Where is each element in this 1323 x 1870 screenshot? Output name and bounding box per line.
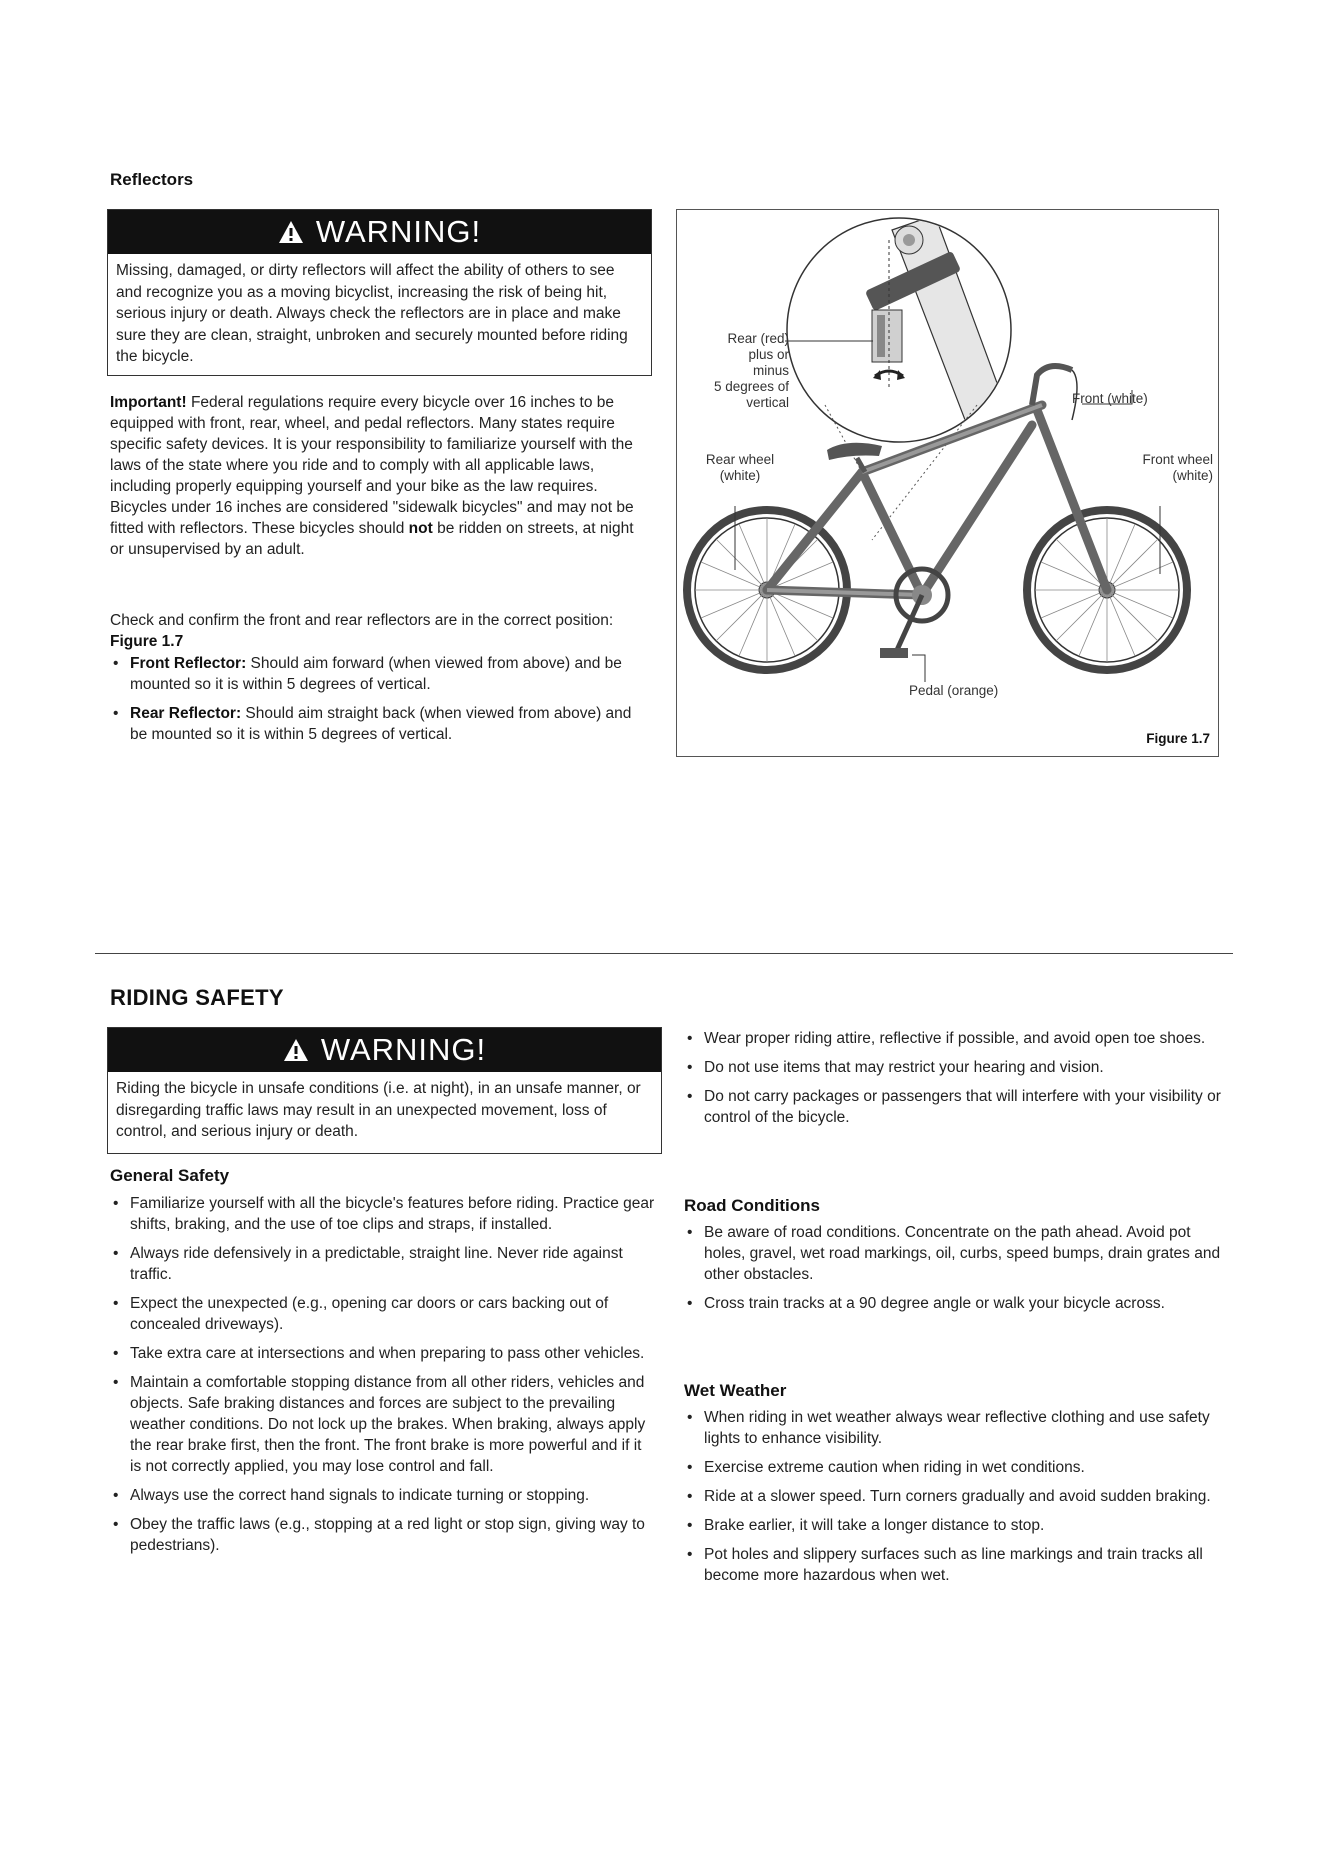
label-rear-wheel <box>697 452 783 484</box>
check-text: Check and confirm the front and rear reflectors are in the correct position: <box>110 612 614 629</box>
riding-warning-box <box>107 1027 662 1154</box>
warning-text: Missing, damaged, or dirty reflectors will affect the ability of others to see and recognize you as a moving bicyclist, increasing the risk of being hit, serious injury or death. Always check the reflectors are in place and make sure they are clean, straight, unbroken and securely mounted before riding the bicycle. <box>116 262 628 365</box>
list-item: • Be aware of road conditions. Concentrate on the path ahead. Avoid pot holes, gravel, wet road markings, oil, curbs, speed bumps, drain grates and other obstacles. <box>684 1222 1224 1285</box>
list-item: • Expect the unexpected (e.g., opening car doors or cars backing out of concealed driveways). <box>110 1293 655 1335</box>
label-front-wheel <box>1117 452 1213 484</box>
warning-header <box>108 210 651 254</box>
reflector-bullets <box>110 653 640 753</box>
label-line: vertical <box>746 395 789 410</box>
label-line: Rear wheel <box>705 452 775 467</box>
list-item: • Do not use items that may restrict your hearing and vision. <box>684 1057 1224 1078</box>
important-not: not <box>408 520 433 537</box>
list-item: • Exercise extreme caution when riding in wet conditions. <box>684 1457 1224 1478</box>
list-item: • Do not carry packages or passengers that will interfere with your visibility or control of the bicycle. <box>684 1086 1224 1128</box>
list-item: • Ride at a slower speed. Turn corners gradually and avoid sudden braking. <box>684 1486 1224 1507</box>
list-item: • Obey the traffic laws (e.g., stopping at a red light or stop sign, giving way to pedestrians). <box>110 1514 655 1556</box>
bullet-text: Should aim forward (when viewed from above) and be mounted so it is within 5 degrees of vertical. <box>130 655 622 693</box>
list-item: • Familiarize yourself with all the bicycle's features before riding. Practice gear shifts, braking, and the use of toe clips and straps, if installed. <box>110 1193 655 1235</box>
bullet-label: Rear Reflector: <box>130 705 242 722</box>
warning-header <box>108 1028 661 1072</box>
label-line: 5 degrees of <box>713 379 789 394</box>
riding-safety-heading: RIDING SAFETY <box>110 985 284 1010</box>
important-paragraph <box>110 392 650 560</box>
wet-weather-list <box>684 1407 1224 1594</box>
check-paragraph <box>110 610 650 652</box>
road-conditions-list <box>684 1222 1224 1322</box>
attire-list <box>684 1028 1224 1136</box>
label-front-white: Front (white) <box>1072 391 1148 406</box>
list-item: • Always ride defensively in a predictable, straight line. Never ride against traffic. <box>110 1243 655 1285</box>
list-item: • Always use the correct hand signals to indicate turning or stopping. <box>110 1485 655 1506</box>
check-figure-ref: Figure 1.7 <box>110 633 184 650</box>
list-item: • Brake earlier, it will take a longer distance to stop. <box>684 1515 1224 1536</box>
label-rear-red <box>711 331 789 411</box>
general-safety-list <box>110 1193 655 1564</box>
section-divider <box>95 953 1233 954</box>
bullet-text: Should aim straight back (when viewed from above) and be mounted so it is within 5 degrees of vertical. <box>130 705 632 743</box>
road-conditions-heading: Road Conditions <box>684 1196 820 1215</box>
list-item <box>110 653 640 695</box>
important-text-b: be ridden on streets, at night or unsupervised by an adult. <box>110 520 634 558</box>
list-item: • Take extra care at intersections and when preparing to pass other vehicles. <box>110 1343 655 1364</box>
list-item: • Wear proper riding attire, reflective if possible, and avoid open toe shoes. <box>684 1028 1224 1049</box>
warning-text: Riding the bicycle in unsafe conditions (i.e. at night), in an unsafe manner, or disregarding traffic laws may result in an unexpected movement, loss of control, and serious injury or death. <box>116 1080 641 1140</box>
warning-triangle-icon <box>278 220 304 244</box>
figure-caption: Figure 1.7 <box>1146 731 1210 746</box>
label-line: plus or minus <box>748 347 789 378</box>
label-pedal: Pedal (orange) <box>909 683 999 698</box>
reflectors-heading: Reflectors <box>110 170 194 189</box>
bullet-label: Front Reflector: <box>130 655 247 672</box>
list-item: • Pot holes and slippery surfaces such as line markings and train tracks all become more hazardous when wet. <box>684 1544 1224 1586</box>
list-item: • Maintain a comfortable stopping distance from all other riders, vehicles and objects. Safe braking distances and forces are subject to the prevailing weather conditions. Do not lock up the brakes. When braking, always apply the rear brake first, then the front. The front brake is more powerful and if it is not correctly applied, you may lose control and fall. <box>110 1372 655 1477</box>
label-line: Front wheel <box>1142 452 1213 467</box>
wet-weather-heading: Wet Weather <box>684 1381 787 1400</box>
list-item: • When riding in wet weather always wear reflective clothing and use safety lights to enhance visibility. <box>684 1407 1224 1449</box>
figure-1-7 <box>676 209 1219 757</box>
warning-title: WARNING! <box>315 214 482 249</box>
label-line: (white) <box>719 468 761 483</box>
reflectors-warning-box <box>107 209 652 376</box>
list-item <box>110 703 640 745</box>
list-item: • Cross train tracks at a 90 degree angle or walk your bicycle across. <box>684 1293 1224 1314</box>
general-safety-heading: General Safety <box>110 1166 230 1185</box>
important-text-a: Federal regulations require every bicycle over 16 inches to be equipped with front, rear, wheel, and pedal reflectors. Many states require specific safety devices. It is your responsibility to familiarize yourself with the laws of the state where you ride and to comply with all applicable laws, including properly equipping yourself and your bike as the law requires. Bicycles under 16 inches are considered "sidewalk bicycles" and may not be fitted with reflectors. These bicycles should <box>110 394 634 537</box>
important-label: Important! <box>110 394 187 411</box>
label-line: (white) <box>1172 468 1213 483</box>
warning-title: WARNING! <box>320 1032 487 1067</box>
warning-triangle-icon <box>283 1038 309 1062</box>
label-line: Rear (red) <box>727 331 789 346</box>
